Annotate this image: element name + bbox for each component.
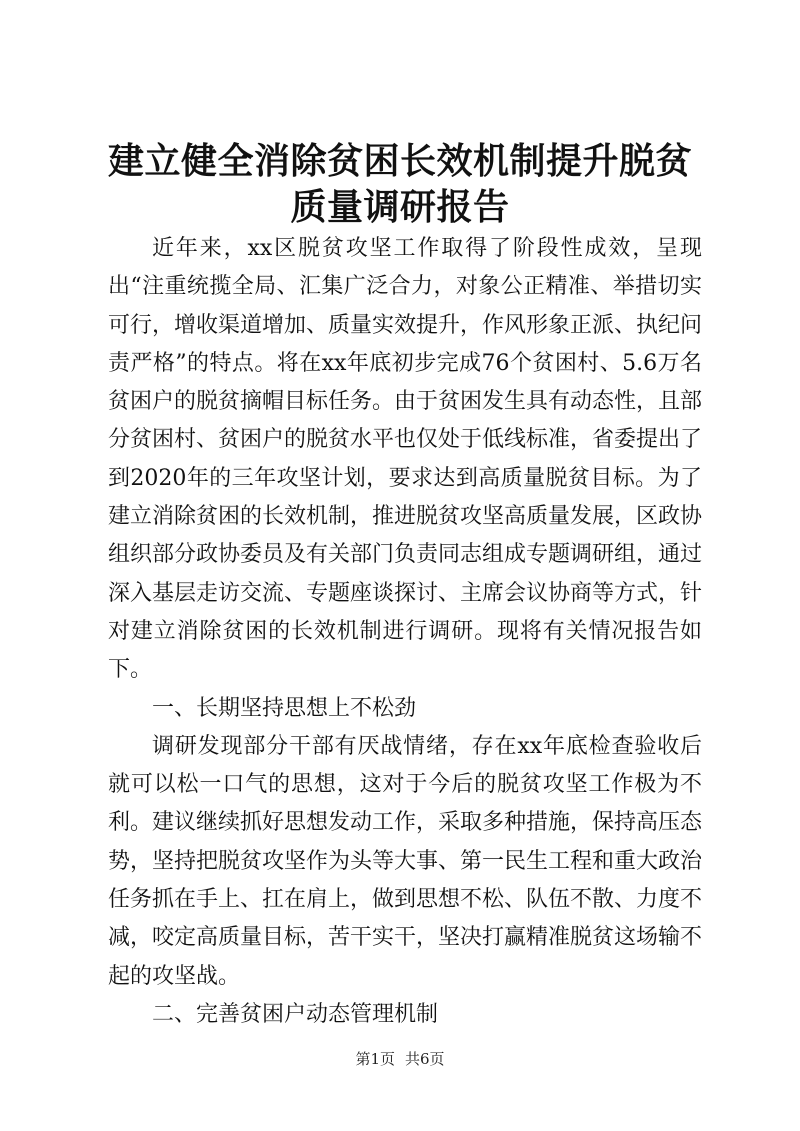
section-heading-1: 一、长期坚持思想上不松劲: [152, 695, 417, 721]
page-number: 第1页: [355, 1050, 395, 1068]
page-footer: [0, 1049, 800, 1069]
section-heading-2: 二、完善贫困户动态管理机制: [152, 1001, 439, 1027]
page-total: 共6页: [405, 1050, 445, 1068]
document-body: [108, 230, 702, 1034]
document-title: 建立健全消除贫困长效机制提升脱贫质量调研报告: [107, 140, 692, 228]
paragraph-intro: 近年来，xx区脱贫攻坚工作取得了阶段性成效，呈现出“注重统揽全局、汇集广泛合力，对象公正精准、举措切实可行，增收渠道增加、质量实效提升，作风形象正派、执纪问责严格”的特点。将在xx年底初步完成76个贫困村、5.6万名贫困户的脱贫摘帽目标任务。由于贫困发生具有动态性，且部分贫困村、贫困户的脱贫水平也仅处于低线标准，省委提出了到2020年的三年攻坚计划，要求达到高质量脱贫目标。为了建立消除贫困的长效机制，推进脱贫攻坚高质量发展，区政协组织部分政协委员及有关部门负责同志组成专题调研组，通过深入基层走访交流、专题座谈探讨、主席会议协商等方式，针对建立消除贫困的长效机制进行调研。现将有关情况报告如下。: [108, 236, 703, 683]
paragraph-section-1: 调研发现部分干部有厌战情绪，存在xx年底检查验收后就可以松一口气的思想，这对于今后的脱贫攻坚工作极为不利。建议继续抓好思想发动工作，采取多种措施，保持高压态势，坚持把脱贫攻坚作为头等大事、第一民生工程和重大政治任务抓在手上、扛在肩上，做到思想不松、队伍不散、力度不减，咬定高质量目标，苦干实干，坚决打赢精准脱贫这场输不起的攻坚战。: [108, 733, 703, 989]
